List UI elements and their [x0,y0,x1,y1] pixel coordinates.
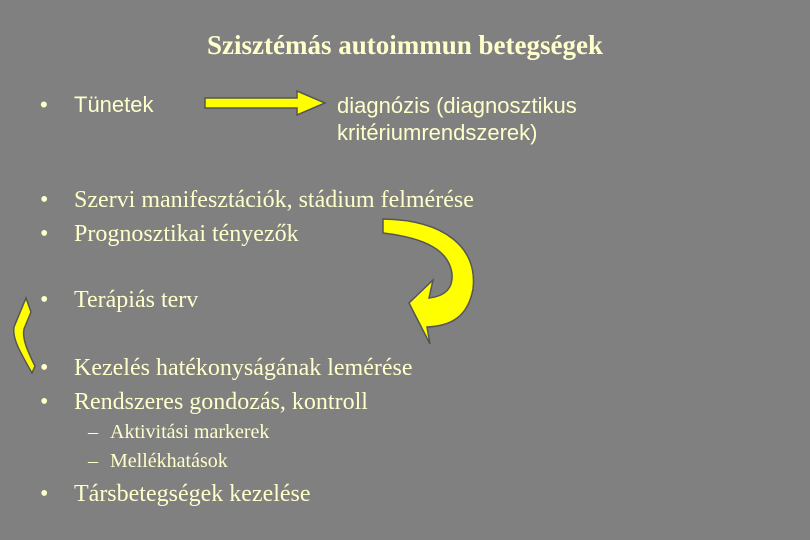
bullet-text: Terápiás terv [74,287,199,313]
bullet-text: Szervi manifesztációk, stádium felmérése [74,187,474,213]
diagnosis-line-2: kritériumrendszerek) [337,120,538,145]
bullet-marker: • [40,481,49,507]
bullet-marker: • [40,92,48,117]
sub-bullet-text: Aktivitási markerek [110,421,270,443]
bullet-text: Társbetegségek kezelése [74,481,311,507]
diagnosis-line-1: diagnózis (diagnosztikus [337,93,577,118]
bullet-text: Kezelés hatékonyságának lemérése [74,355,413,381]
curved-arrow-icon [383,219,473,344]
bullet-marker: • [40,355,49,381]
right-arrow-icon [205,91,325,115]
dash-marker: – [88,421,98,443]
left-curved-arrow-icon [14,298,35,373]
dash-marker: – [88,450,98,472]
bullet-marker: • [40,187,49,213]
slide-title: Szisztémás autoimmun betegségek [207,30,603,60]
bullet-marker: • [40,389,49,415]
sub-bullet-text: Mellékhatások [110,450,228,472]
bullet-marker: • [40,287,49,313]
bullet-text: Prognosztikai tényezők [74,221,299,247]
bullet-marker: • [40,221,49,247]
symptoms-label: Tünetek [74,92,154,117]
bullet-text: Rendszeres gondozás, kontroll [74,389,368,415]
